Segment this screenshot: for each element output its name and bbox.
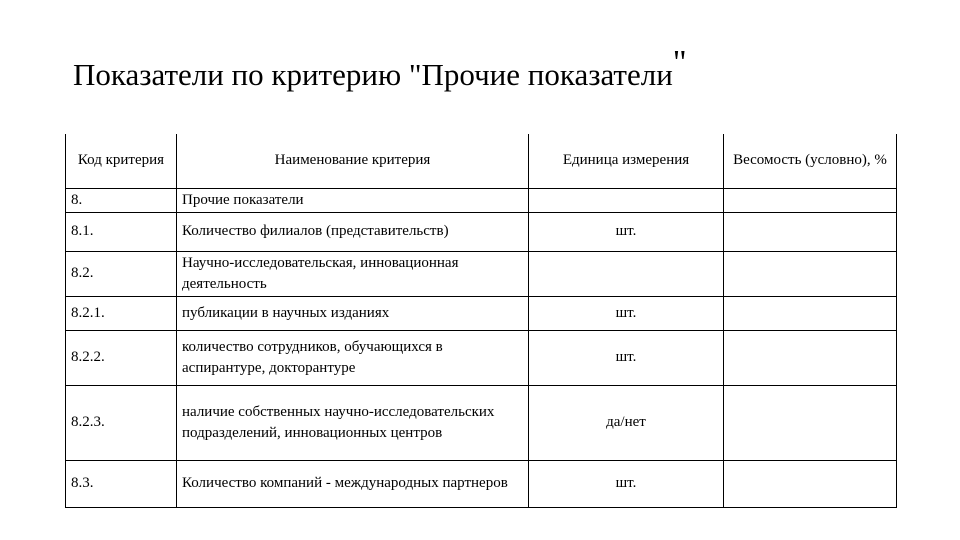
cell-unit: [529, 188, 724, 212]
header-code: Код критерия: [66, 134, 177, 188]
cell-name: публикации в научных изданиях: [177, 296, 529, 330]
cell-name: Количество филиалов (представительств): [177, 212, 529, 251]
cell-weight: [724, 460, 897, 507]
cell-name: Прочие показатели: [177, 188, 529, 212]
cell-code: 8.: [66, 188, 177, 212]
cell-code: 8.2.1.: [66, 296, 177, 330]
table-row: [66, 212, 897, 251]
cell-weight: [724, 251, 897, 296]
table-row: [66, 188, 897, 212]
cell-name: количество сотрудников, обучающихся в аспирантуре, докторантуре: [177, 330, 529, 385]
cell-code: 8.2.: [66, 251, 177, 296]
table-row: [66, 385, 897, 460]
cell-unit: шт.: [529, 296, 724, 330]
table-row: [66, 460, 897, 507]
cell-unit: шт.: [529, 212, 724, 251]
cell-name: наличие собственных научно-исследовательских подразделений, инновационных центров: [177, 385, 529, 460]
cell-code: 8.3.: [66, 460, 177, 507]
criteria-table: [65, 134, 897, 508]
cell-code: 8.2.2.: [66, 330, 177, 385]
cell-unit: да/нет: [529, 385, 724, 460]
cell-weight: [724, 296, 897, 330]
cell-name: Научно-исследовательская, инновационная деятельность: [177, 251, 529, 296]
cell-unit: [529, 251, 724, 296]
cell-weight: [724, 188, 897, 212]
header-unit: Единица измерения: [529, 134, 724, 188]
header-row: [66, 134, 897, 188]
header-name: Наименование критерия: [177, 134, 529, 188]
cell-code: 8.2.3.: [66, 385, 177, 460]
slide-title-text: Показатели по критерию "Прочие показатели: [73, 57, 673, 92]
cell-code: 8.1.: [66, 212, 177, 251]
table-row: [66, 251, 897, 296]
slide-title-end-quote: ": [672, 44, 687, 81]
cell-weight: [724, 330, 897, 385]
header-weight: Весомость (условно), %: [724, 134, 897, 188]
table-row: [66, 330, 897, 385]
cell-unit: шт.: [529, 330, 724, 385]
slide-title: [73, 44, 687, 92]
cell-weight: [724, 212, 897, 251]
cell-name: Количество компаний - международных партнеров: [177, 460, 529, 507]
table-row: [66, 296, 897, 330]
cell-weight: [724, 385, 897, 460]
cell-unit: шт.: [529, 460, 724, 507]
